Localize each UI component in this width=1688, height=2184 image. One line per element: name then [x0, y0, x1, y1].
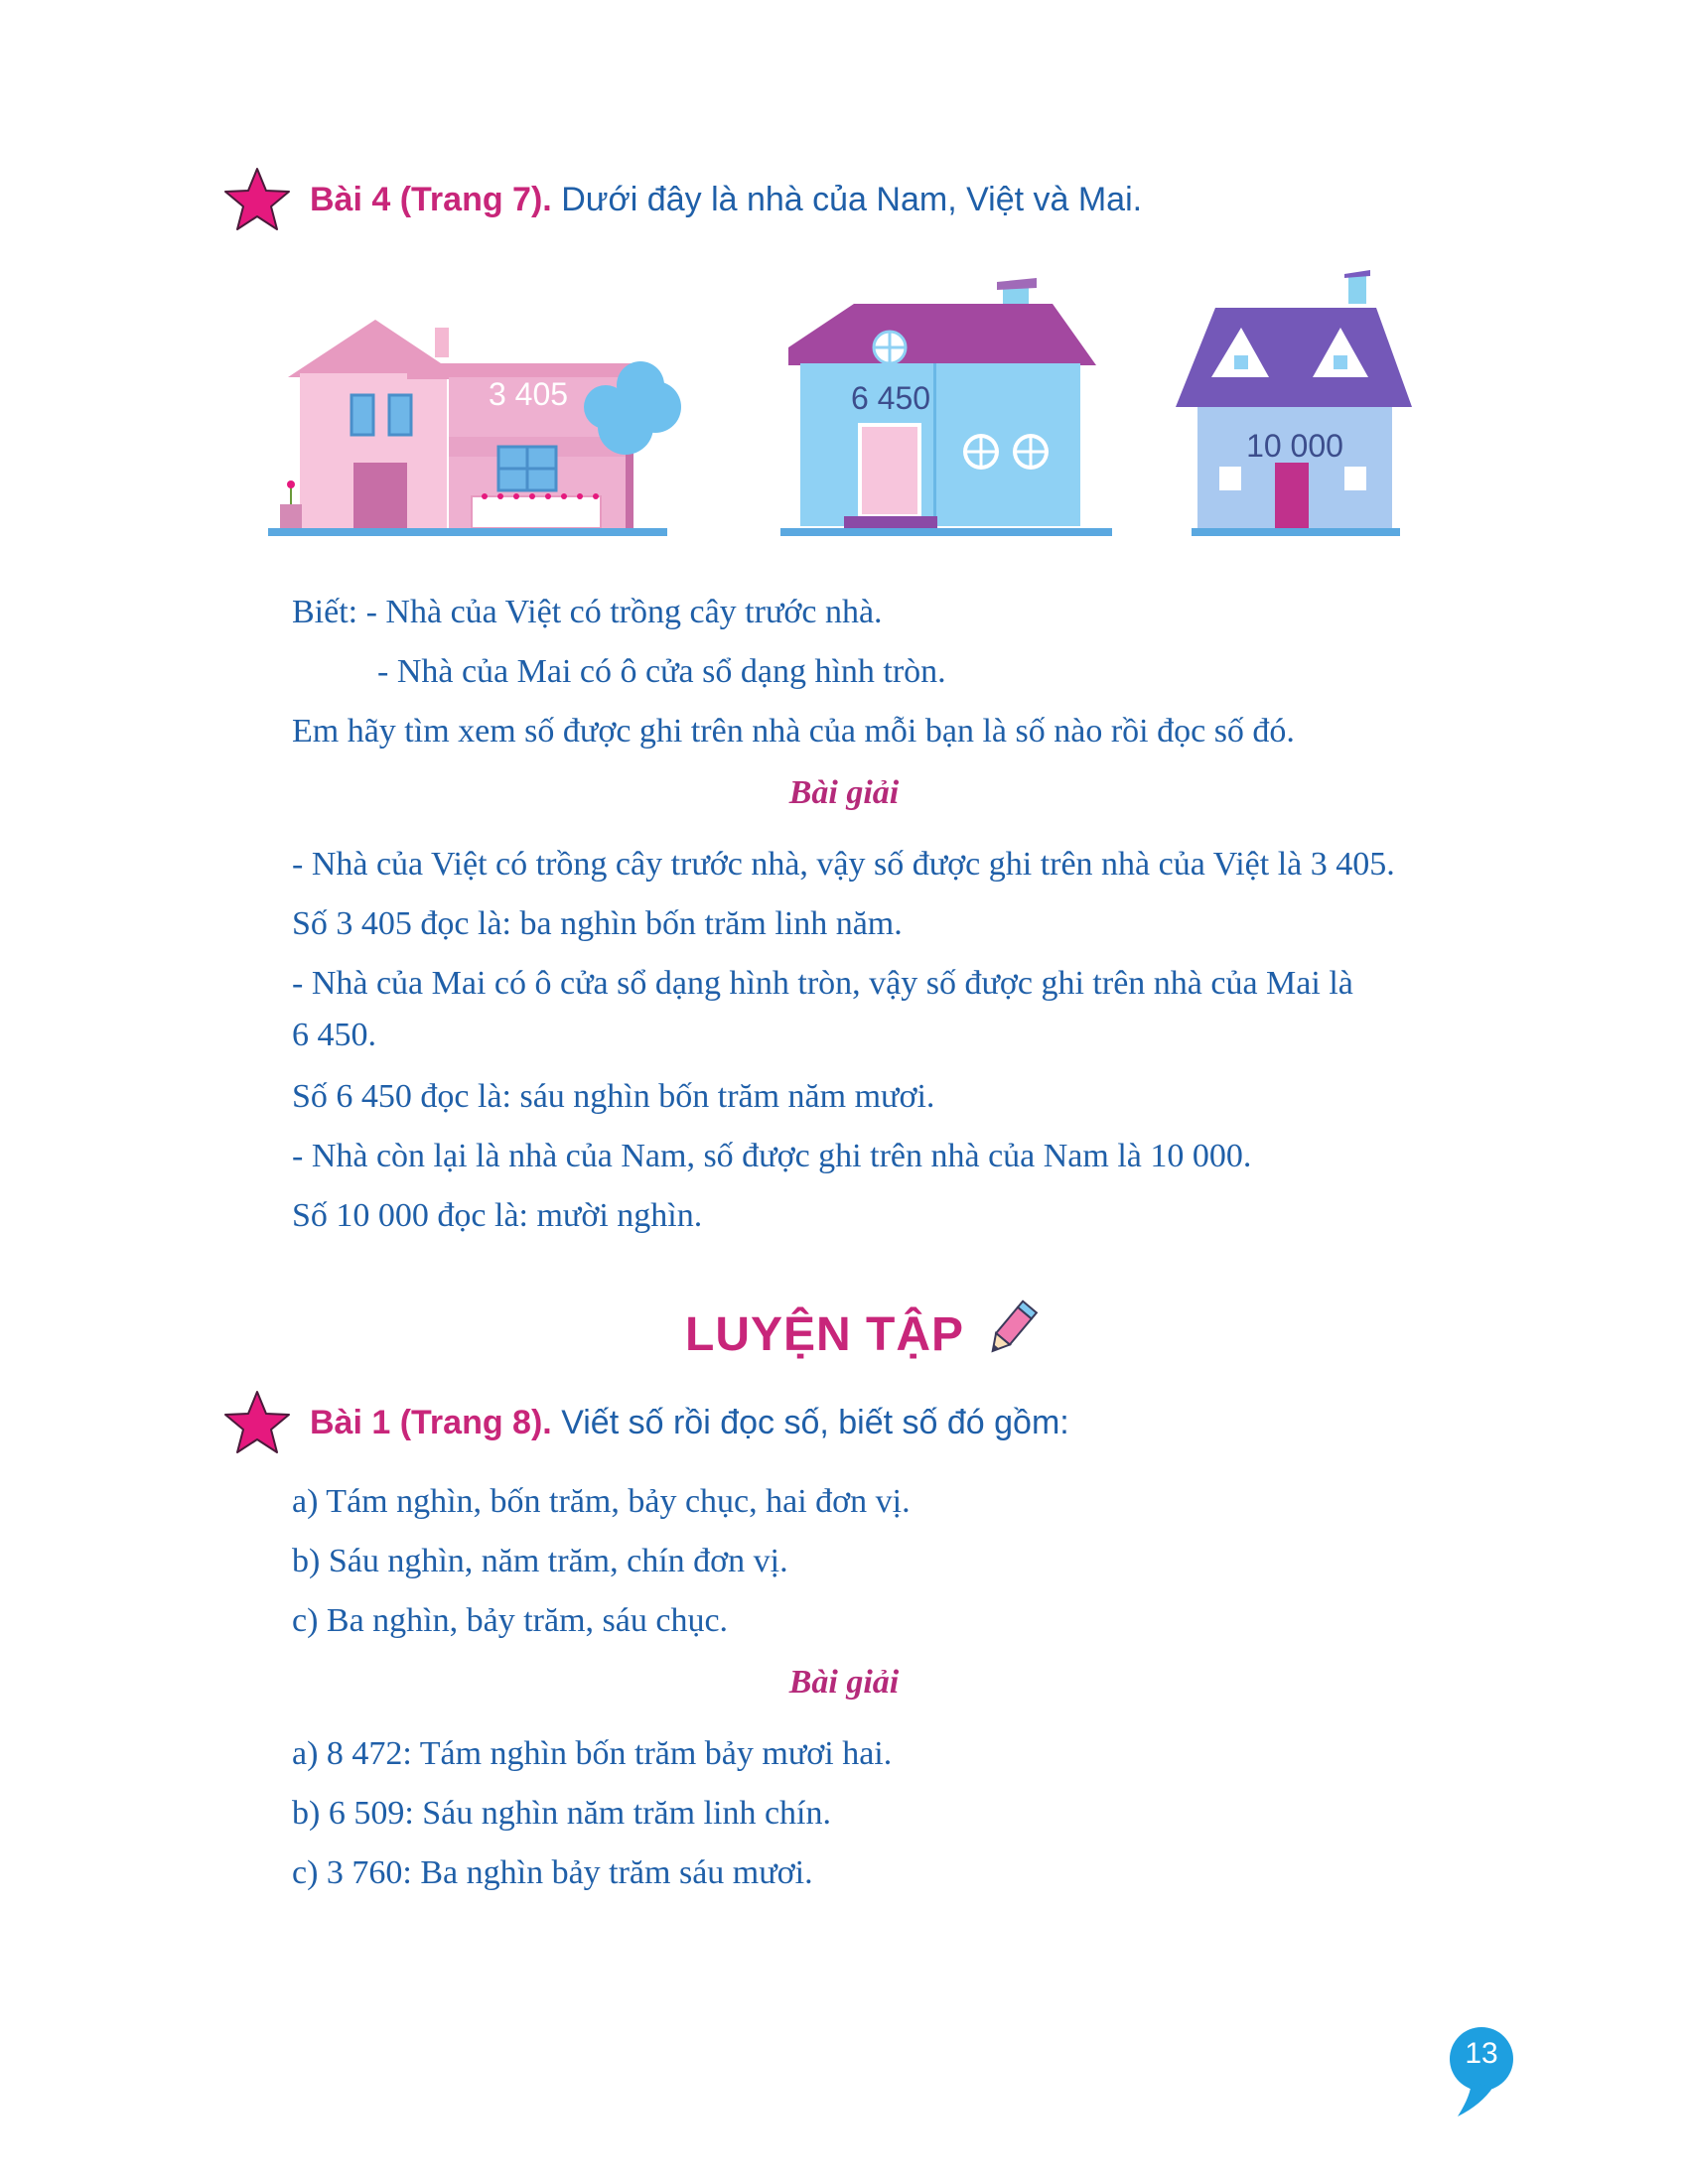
exercise-1-text: Viết số rồi đọc số, biết số đó gồm:	[561, 1404, 1069, 1441]
ex4-solution-line-2: Số 3 405 đọc là: ba nghìn bốn trăm linh năm.	[292, 905, 903, 942]
house-mai	[780, 278, 1112, 536]
ex4-solution-line-4: 6 450.	[292, 1017, 376, 1053]
ex1-item-c: c) Ba nghìn, bảy trăm, sáu chục.	[292, 1602, 729, 1639]
exercise-4-heading	[310, 181, 1142, 219]
exercise-4-label: Bài 4 (Trang 7).	[310, 181, 552, 218]
ex1-answer-b: b) 6 509: Sáu nghìn năm trăm linh chín.	[292, 1795, 831, 1832]
exercise-1-heading	[310, 1404, 1069, 1442]
house-number-2: 6 450	[850, 380, 931, 416]
section-title	[685, 1297, 1040, 1362]
ex4-solution-line-1: - Nhà của Việt có trồng cây trước nhà, vậy số được ghi trên nhà của Việt là 3 405.	[292, 846, 1395, 883]
ex4-line-2: - Nhà của Mai có ô cửa sổ dạng hình tròn.	[377, 653, 946, 690]
ex1-item-b: b) Sáu nghìn, năm trăm, chín đơn vị.	[292, 1543, 788, 1579]
exercise-1-label: Bài 1 (Trang 8).	[310, 1404, 552, 1441]
pencil-icon	[984, 1297, 1040, 1360]
ex4-line-3: Em hãy tìm xem số được ghi trên nhà của mỗi bạn là số nào rồi đọc số đó.	[292, 713, 1295, 750]
ex1-solution-title: Bài giải	[788, 1664, 900, 1701]
house-number-3: 10 000	[1246, 428, 1343, 464]
ex1-answer-c: c) 3 760: Ba nghìn bảy trăm sáu mươi.	[292, 1854, 813, 1891]
star-icon	[222, 165, 292, 234]
ex1-answer-a: a) 8 472: Tám nghìn bốn trăm bảy mươi hai.	[292, 1735, 893, 1772]
ex4-solution-line-7: Số 10 000 đọc là: mười nghìn.	[292, 1197, 703, 1234]
ex4-solution-line-5: Số 6 450 đọc là: sáu nghìn bốn trăm năm mươi.	[292, 1078, 935, 1115]
ex1-item-a: a) Tám nghìn, bốn trăm, bảy chục, hai đơn vị.	[292, 1483, 911, 1520]
exercise-4-text: Dưới đây là nhà của Nam, Việt và Mai.	[561, 181, 1143, 218]
houses-illustration	[258, 268, 1430, 556]
page-number: 13	[1465, 2037, 1498, 2070]
house-nam	[1176, 270, 1412, 536]
page-number-badge	[1450, 2025, 1519, 2120]
house-viet	[268, 320, 681, 536]
ex4-solution-line-3: - Nhà của Mai có ô cửa sổ dạng hình tròn, vậy số được ghi trên nhà của Mai là	[292, 965, 1353, 1002]
section-title-text: LUYỆN TẬP	[685, 1308, 964, 1361]
ex4-solution-line-6: - Nhà còn lại là nhà của Nam, số được ghi trên nhà của Nam là 10 000.	[292, 1138, 1252, 1174]
ex4-solution-title: Bài giải	[788, 774, 900, 811]
star-icon	[222, 1388, 292, 1457]
ex4-line-1: Biết: - Nhà của Việt có trồng cây trước nhà.	[292, 594, 883, 630]
house-number-1: 3 405	[488, 376, 569, 412]
